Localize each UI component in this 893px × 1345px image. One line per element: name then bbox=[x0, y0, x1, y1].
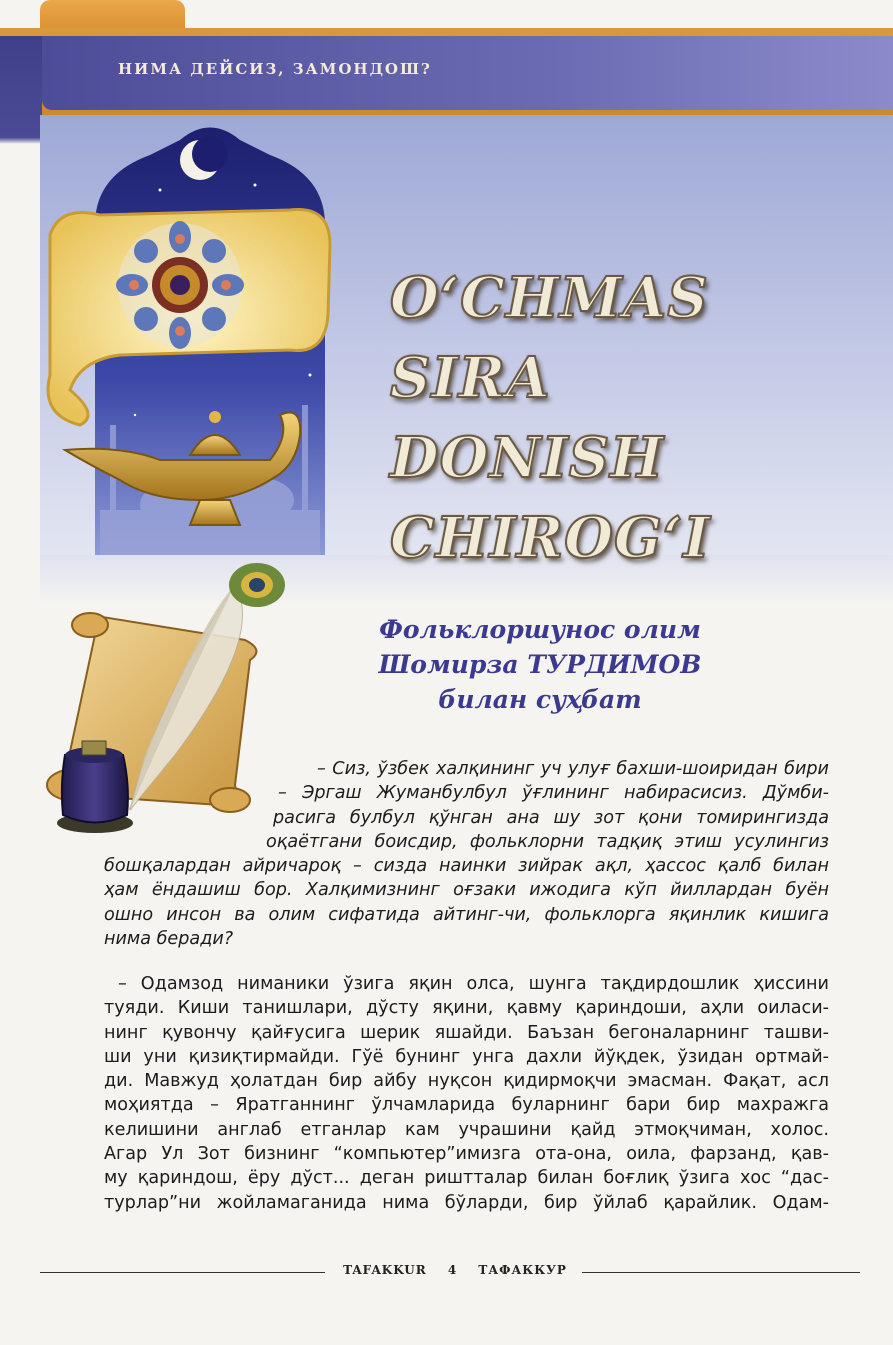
text-line: ҳам ёндашиш бор. Халқимизнинг оғзаки ижодига кўп йиллардан буён bbox=[104, 880, 829, 901]
page-footer bbox=[330, 1263, 580, 1277]
subtitle-line: Фольклоршунос олим bbox=[379, 615, 701, 644]
text-line: – Эргаш Жуманбулбул ўғлининг набирасисиз. Дўмби- bbox=[278, 783, 829, 804]
footer-rule-left bbox=[40, 1272, 325, 1273]
text-line: ошно инсон ва олим сифатида айтинг-чи, фольклорга яқинлик кишига bbox=[104, 904, 829, 925]
text-line: ши уни қизиқтирмайди. Гўё бунинг унга дахли йўқдек, ўзидан ортмай- bbox=[104, 1046, 829, 1067]
text-line: ди. Мавжуд ҳолатдан бир айбу нуқсон қидирмоқчи эмасман. Фақат, асл bbox=[104, 1071, 829, 1092]
text-line: – Одамзод ниманики ўзига яқин олса, шунга тақдирдошлик ҳиссини bbox=[118, 974, 829, 994]
footer-magazine-cyrillic: ТАФАККУР bbox=[478, 1263, 567, 1277]
text-line: – Сиз, ўзбек халқининг уч улуғ бахши-шоиридан бири bbox=[317, 759, 829, 779]
text-line: туяди. Киши танишлари, дўсту яқини, қавму қариндоши, аҳли оиласи- bbox=[104, 998, 829, 1019]
text-line: му қариндош, ёру дўст... деган риштталар билан боғлиқ ўзига хос “дас- bbox=[104, 1168, 829, 1189]
page-number: 4 bbox=[447, 1263, 458, 1277]
subtitle-line: билан суҳбат bbox=[438, 685, 642, 714]
interview-answer bbox=[104, 972, 829, 1215]
rubric-title: НИМА ДЕЙСИЗ, ЗАМОНДОШ? bbox=[118, 60, 432, 78]
title-line: SIRA bbox=[390, 345, 551, 411]
text-line: моҳиятда – Яратганнинг ўлчамларида буларнинг бари бир махражга bbox=[104, 1095, 829, 1116]
text-line: оқаётгани боисдир, фольклорни тадқиқ этиш усулингиз bbox=[266, 831, 829, 852]
text-line: Агар Ул Зот бизнинг “компьютер”имизга ота-она, оила, фарзанд, қав- bbox=[104, 1144, 829, 1165]
hero-illustration bbox=[40, 115, 380, 560]
text-line: нинг қувончу қайғусига шерик яшайди. Баъзан бегоналарнинг ташви- bbox=[104, 1022, 829, 1043]
interview-question bbox=[104, 757, 829, 951]
interview-subtitle bbox=[290, 612, 790, 717]
subtitle-line: Шомирза ТУРДИМОВ bbox=[378, 650, 702, 679]
article-title bbox=[390, 258, 870, 578]
title-line: DONISH bbox=[390, 425, 665, 491]
footer-rule-right bbox=[582, 1272, 860, 1273]
text-line: келишини англаб етганлар кам учрашини қайд этмоқчиман, холос. bbox=[104, 1119, 829, 1140]
footer-magazine-latin: TAFAKKUR bbox=[343, 1263, 427, 1277]
title-line: CHIROG‘I bbox=[390, 505, 711, 571]
title-line: O‘CHMAS bbox=[390, 265, 709, 331]
text-line: нима беради? bbox=[104, 929, 234, 950]
text-line: расига булбул қўнган ана шу зот қони томирингизда bbox=[273, 807, 829, 828]
text-line: бошқалардан айричароқ – сизда наинки зийрак ақл, ҳассос қалб билан bbox=[104, 856, 829, 877]
text-line: турлар”ни жойламаганида нима бўларди, бир ўйлаб қарайлик. Одам- bbox=[104, 1192, 829, 1213]
